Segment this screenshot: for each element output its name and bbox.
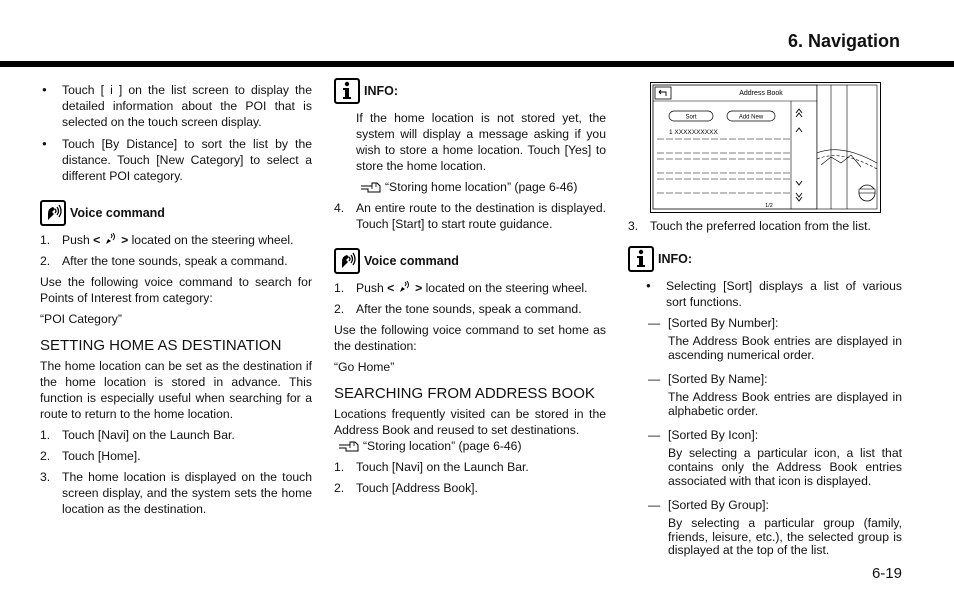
screen-title: Address Book (739, 90, 783, 97)
back-button (655, 87, 671, 99)
info-heading (628, 246, 902, 272)
body-text: Locations frequently visited can be stored in the Address Book and reused to set destinations. (334, 407, 606, 437)
column-1 (40, 82, 312, 522)
voice-quote: “POI Category” (40, 312, 122, 326)
page-reference: “Storing home location” (page 6-46) (356, 179, 606, 195)
list-item: 1. Touch [Navi] on the Launch Bar. (40, 428, 235, 442)
voice-command-icon (40, 200, 66, 226)
sort-option-desc: The Address Book entries are displayed in ascending numerical order. (668, 334, 902, 362)
list-item: 3. Touch the preferred location from the list. (628, 219, 871, 233)
voice-steps (334, 280, 606, 317)
reference-hand-icon (360, 180, 382, 194)
info-icon (334, 78, 360, 104)
poi-bullets (40, 82, 312, 184)
list-item: 2. Touch [Home]. (40, 449, 141, 463)
talk-switch-icon (398, 281, 412, 293)
voice-command-label: Voice command (364, 254, 459, 268)
section-heading: SETTING HOME AS DESTINATION (40, 337, 282, 354)
chapter-title: 6. Navigation (787, 31, 900, 51)
list-entry: 1 XXXXXXXXXX (669, 129, 718, 136)
sort-option: — [Sorted By Icon]: (648, 428, 759, 443)
sort-option: — [Sorted By Number]: (648, 316, 779, 330)
voice-command-icon (334, 248, 360, 274)
sort-option-desc: The Address Book entries are displayed in alphabetic order. (668, 390, 902, 418)
home-steps (40, 427, 312, 517)
list-item: 2. After the tone sounds, speak a command. (334, 302, 582, 316)
select-steps (628, 218, 902, 234)
sort-options (628, 315, 902, 558)
info-label: INFO: (658, 252, 693, 266)
body-text: The home location can be set as the destination if the home location is stored in advance. This function is especially useful when searching for a route to return to the home location. (40, 359, 312, 421)
list-item: 1. Push < > located on the steering wheel. (40, 233, 294, 247)
list-item: ● Selecting [Sort] displays a list of various sort functions. (644, 278, 902, 310)
list-item: ● Touch [ i ] on the list screen to display the detailed information about the POI that is selected on the touch screen display. (40, 82, 312, 130)
address-book-screen-illustration (650, 82, 881, 213)
list-item: 1. Push < > located on the steering wheel. (334, 281, 588, 295)
list-item: 2. Touch [Address Book]. (334, 481, 478, 495)
list-item: 1. Touch [Navi] on the Launch Bar. (334, 460, 529, 474)
route-steps (334, 200, 606, 232)
column-3 (628, 218, 902, 567)
voice-command-heading (334, 248, 606, 274)
voice-quote: “Go Home” (334, 360, 395, 374)
body-text: Use the following voice command to set home as the destination: (334, 323, 606, 353)
page-indicator: 1/2 (765, 203, 773, 209)
page-number: 6-19 (871, 565, 902, 582)
header-rule (0, 61, 954, 67)
body-text: If the home location is not stored yet, the system will display a message asking if you wish to store a home location. Touch [Yes] to store the home location. (356, 111, 606, 173)
sort-option-desc: By selecting a particular icon, a list that contains only the Address Book entries associated with that icon is displayed. (668, 446, 902, 488)
svg-text:Sort: Sort (685, 114, 697, 121)
list-item: 2. After the tone sounds, speak a command. (40, 254, 288, 268)
list-item: 4. An entire route to the destination is displayed. Touch [Start] to start route guidance. (334, 201, 606, 231)
address-book-steps (334, 459, 606, 496)
info-bullets (628, 278, 902, 310)
sort-option: — [Sorted By Name]: (648, 372, 768, 387)
info-heading (334, 78, 606, 104)
list-item: ● Touch [By Distance] to sort the list by the distance. Touch [New Category] to select a different POI category. (40, 136, 312, 184)
sort-option-desc: By selecting a particular group (family, friends, leisure, etc.), the selected group is displayed at the top of the list. (668, 516, 902, 558)
svg-text:Add New: Add New (738, 114, 764, 121)
voice-command-label: Voice command (70, 206, 165, 220)
info-icon (628, 246, 654, 272)
body-text: Use the following voice command to search for Points of Interest from category: (40, 275, 312, 305)
column-2 (334, 82, 606, 501)
list-item: 3. The home location is displayed on the touch screen display, and the system sets the home location as the destination. (40, 470, 312, 516)
reference-hand-icon (338, 439, 360, 453)
info-body (334, 110, 606, 195)
talk-switch-icon (104, 233, 118, 245)
voice-command-heading (40, 200, 312, 226)
info-label: INFO: (364, 84, 399, 98)
voice-steps (40, 232, 312, 269)
sort-option: — [Sorted By Group]: (648, 498, 769, 513)
section-heading: SEARCHING FROM ADDRESS BOOK (334, 385, 595, 402)
page-reference: “Storing location” (page 6-46) (334, 438, 606, 454)
